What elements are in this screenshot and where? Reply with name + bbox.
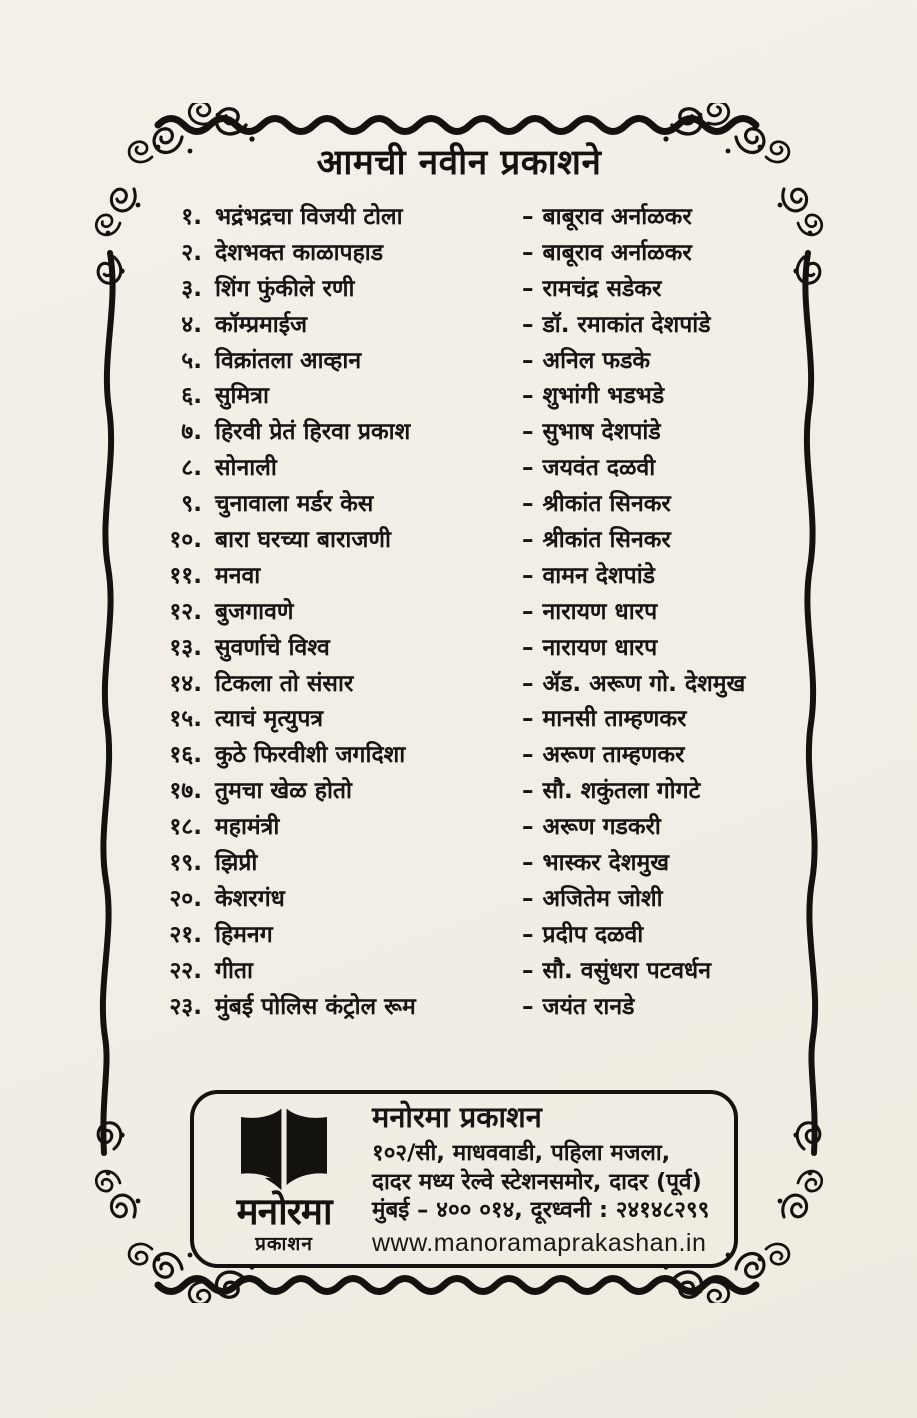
book-author-cell (512, 666, 792, 698)
book-number: ४. (181, 311, 202, 338)
book-row (152, 664, 792, 700)
publisher-address-line1: १०२/सी, माधववाडी, पहिला मजला, (372, 1139, 671, 1166)
book-title: तुमचा खेळ होतो (215, 778, 352, 805)
book-number: ११. (169, 562, 202, 589)
book-row (152, 915, 792, 951)
publisher-details (358, 1099, 720, 1258)
book-title: हिमनग (215, 921, 273, 948)
book-author-cell (512, 630, 792, 662)
book-author: प्रदीप दळवी (542, 921, 644, 948)
book-author-cell (512, 558, 792, 590)
author-separator: – (522, 849, 534, 876)
book-title: झिप्री (215, 849, 258, 876)
author-separator: – (522, 275, 534, 302)
book-author-cell (512, 522, 792, 554)
book-title: कुठे फिरवीशी जगदिशा (215, 742, 406, 769)
book-row (152, 305, 792, 341)
book-row (152, 484, 792, 520)
book-author-cell (512, 881, 792, 913)
book-number: १५. (169, 706, 202, 733)
book-number: ९. (181, 491, 202, 518)
author-separator: – (522, 203, 534, 230)
book-title: कॉम्प्रमाईज (215, 311, 308, 338)
book-row (152, 807, 792, 843)
book-author: अरूण ताम्हणकर (542, 742, 685, 769)
book-author: मानसी ताम्हणकर (542, 706, 687, 733)
book-author-cell (512, 809, 792, 841)
book-row (152, 951, 792, 987)
book-number: १२. (169, 598, 202, 625)
publisher-logo-subtitle: प्रकाशन (255, 1232, 313, 1255)
publications-list (152, 197, 792, 1022)
book-title: मनवा (215, 562, 261, 589)
publisher-name: मनोरमा प्रकाशन (372, 1099, 542, 1134)
book-row (152, 197, 792, 233)
book-row (152, 412, 792, 448)
author-separator: – (522, 957, 534, 984)
author-separator: – (522, 598, 534, 625)
publisher-logo (210, 1102, 358, 1256)
book-author: ॲड. अरूण गो. देशमुख (542, 670, 746, 697)
book-number: १. (181, 203, 202, 230)
book-number: ८. (181, 455, 202, 482)
book-author-cell (512, 701, 792, 733)
author-separator: – (522, 383, 534, 410)
book-title: सुमित्रा (215, 383, 269, 410)
author-separator: – (522, 455, 534, 482)
book-author-cell (512, 594, 792, 626)
author-separator: – (522, 239, 534, 266)
book-author: भास्कर देशमुख (542, 849, 670, 876)
book-author: जयंत रानडे (542, 993, 635, 1020)
book-author-cell (512, 235, 792, 267)
book-row (152, 233, 792, 269)
page-title: आमची नवीन प्रकाशने (316, 143, 602, 183)
book-author-cell (512, 307, 792, 339)
publisher-box (190, 1090, 738, 1268)
book-row (152, 987, 792, 1023)
author-separator: – (522, 491, 534, 518)
book-author-cell (512, 737, 792, 769)
book-title: शिंग फुंकीले रणी (215, 275, 355, 302)
book-row (152, 771, 792, 807)
book-row (152, 699, 792, 735)
book-number: ३. (181, 275, 202, 302)
book-author-cell (512, 845, 792, 877)
author-separator: – (522, 670, 534, 697)
author-separator: – (522, 419, 534, 446)
author-separator: – (522, 347, 534, 374)
book-author: अजितेम जोशी (542, 885, 663, 912)
book-row (152, 628, 792, 664)
book-row (152, 735, 792, 771)
book-author-cell (512, 486, 792, 518)
author-separator: – (522, 885, 534, 912)
book-number: २१. (169, 921, 202, 948)
book-title: भद्रंभद्रचा विजयी टोला (215, 203, 403, 230)
book-author-cell (512, 378, 792, 410)
book-author: बाबूराव अर्नाळकर (542, 239, 692, 266)
book-number: २. (181, 239, 202, 266)
book-author: सौ. शकुंतला गोगटे (542, 778, 701, 805)
book-author-cell (512, 917, 792, 949)
book-title: विक्रांतला आव्हान (215, 347, 362, 374)
publisher-address-line2: दादर मध्य रेल्वे स्टेशनसमोर, दादर (पूर्व) (372, 1168, 702, 1195)
book-number: २०. (169, 885, 202, 912)
book-author: सुभाष देशपांडे (542, 419, 661, 446)
book-number: १४. (169, 670, 202, 697)
book-title: केशरगंध (215, 885, 285, 912)
book-number: २३. (169, 993, 202, 1020)
book-row (152, 592, 792, 628)
book-title: बुजगावणे (215, 598, 294, 625)
book-author: बाबूराव अर्नाळकर (542, 203, 692, 230)
book-row (152, 879, 792, 915)
book-number: २२. (169, 957, 202, 984)
book-author: श्रीकांत सिनकर (542, 526, 671, 553)
book-title: देशभक्त काळापहाड (215, 239, 384, 266)
book-title: बारा घरच्या बाराजणी (215, 526, 391, 553)
book-author-cell (512, 271, 792, 303)
book-author-cell (512, 989, 792, 1021)
author-separator: – (522, 742, 534, 769)
book-title: हिरवी प्रेतं हिरवा प्रकाश (215, 419, 411, 446)
book-title: टिकला तो संसार (215, 670, 354, 697)
book-title: गीता (215, 957, 253, 984)
open-book-icon (232, 1105, 336, 1191)
book-number: ५. (181, 347, 202, 374)
book-author: अरूण गडकरी (542, 814, 661, 841)
book-author: शुभांगी भडभडे (542, 383, 665, 410)
book-author-cell (512, 343, 792, 375)
book-row (152, 843, 792, 879)
publisher-contact-line: मुंबई – ४०० ०१४, दूरध्वनी : २४१४८२९९ (372, 1197, 710, 1224)
book-author: रामचंद्र सडेकर (542, 275, 662, 302)
author-separator: – (522, 562, 534, 589)
book-author: डॉ. रमाकांत देशपांडे (542, 311, 711, 338)
book-author-cell (512, 414, 792, 446)
book-author-cell (512, 450, 792, 482)
book-author: नारायण धारप (542, 598, 658, 625)
book-number: १३. (169, 634, 202, 661)
book-author: अनिल फडके (542, 347, 651, 374)
author-separator: – (522, 526, 534, 553)
book-title: सुवर्णाचे विश्व (215, 634, 330, 661)
book-author: वामन देशपांडे (542, 562, 655, 589)
book-author-cell (512, 199, 792, 231)
author-separator: – (522, 311, 534, 338)
book-row (152, 448, 792, 484)
publisher-website: www.manoramaprakashan.in (372, 1229, 707, 1258)
book-author-cell (512, 773, 792, 805)
author-separator: – (522, 814, 534, 841)
author-separator: – (522, 921, 534, 948)
book-number: ६. (181, 383, 202, 410)
book-row (152, 269, 792, 305)
publisher-logo-name: मनोरमा (236, 1189, 332, 1233)
book-row (152, 376, 792, 412)
book-row (152, 341, 792, 377)
book-author: नारायण धारप (542, 634, 658, 661)
author-separator: – (522, 706, 534, 733)
book-author: जयवंत दळवी (542, 455, 656, 482)
book-number: ७. (181, 419, 202, 446)
book-title: त्याचं मृत्युपत्र (215, 706, 324, 733)
author-separator: – (522, 993, 534, 1020)
author-separator: – (522, 634, 534, 661)
book-number: १८. (169, 814, 202, 841)
book-title: सोनाली (215, 455, 277, 482)
book-row (152, 556, 792, 592)
author-separator: – (522, 778, 534, 805)
book-author: श्रीकांत सिनकर (542, 491, 671, 518)
book-title: महामंत्री (215, 814, 280, 841)
book-number: १०. (169, 526, 202, 553)
book-number: १७. (169, 778, 202, 805)
book-title: चुनावाला मर्डर केस (215, 491, 374, 518)
book-title: मुंबई पोलिस कंट्रोल रूम (215, 993, 416, 1020)
book-row (152, 520, 792, 556)
book-author-cell (512, 953, 792, 985)
book-author: सौ. वसुंधरा पटवर्धन (542, 957, 711, 984)
book-number: १९. (169, 849, 202, 876)
book-number: १६. (169, 742, 202, 769)
